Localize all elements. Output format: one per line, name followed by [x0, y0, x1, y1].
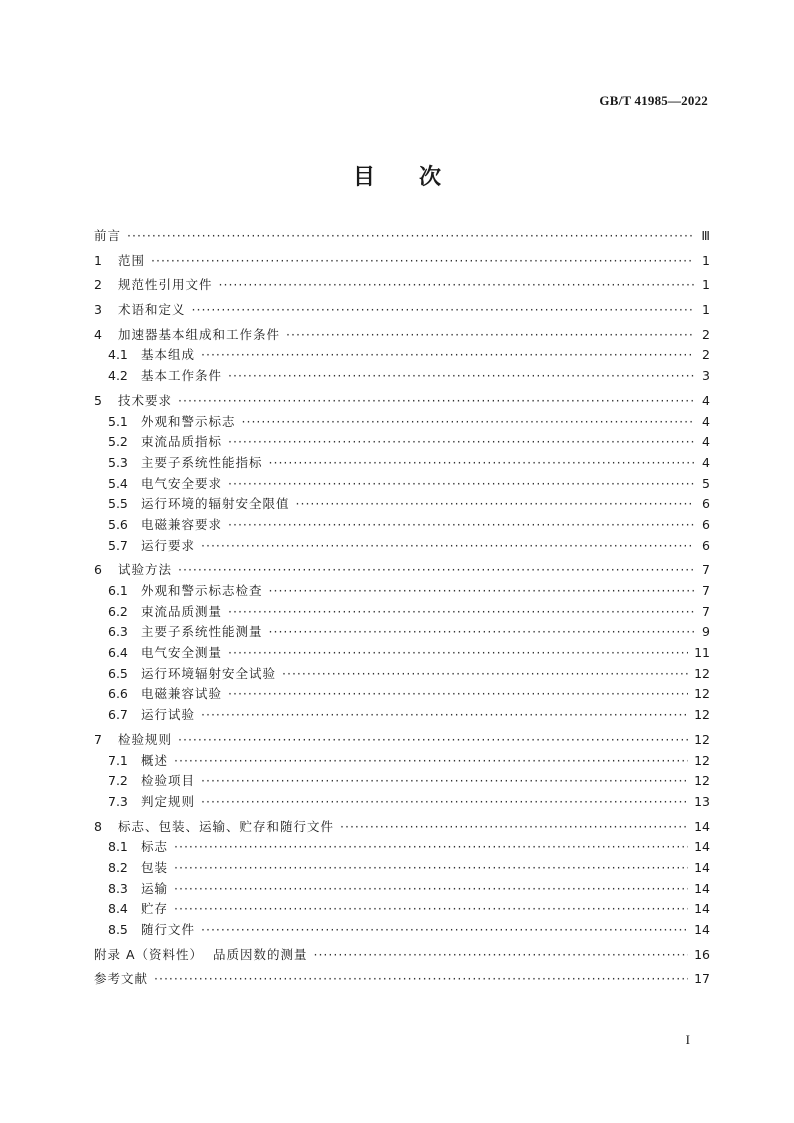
toc-entry-number: 8.4 — [108, 901, 128, 917]
toc-entry-page: 7 — [702, 583, 710, 598]
toc-entry-page: 6 — [702, 496, 710, 512]
toc-entry-page: 4 — [702, 454, 710, 470]
toc-leader-dots — [201, 536, 694, 557]
toc-entry-label: 概述 — [141, 752, 169, 768]
toc-leader-dots — [174, 899, 688, 920]
toc-entry-number: 6.3 — [108, 624, 128, 640]
toc-subentry[interactable] — [94, 432, 710, 453]
toc-leader-dots — [286, 325, 694, 346]
toc-leader-dots — [269, 581, 694, 602]
toc-entry-label: 包装 — [141, 859, 169, 875]
toc-entry-page: 3 — [702, 368, 710, 384]
toc-leader-dots — [313, 945, 688, 966]
toc-leader-dots — [174, 751, 688, 772]
toc-entry-page: 14 — [694, 901, 710, 917]
toc-entry[interactable] — [94, 226, 710, 247]
toc-entry-page: 12 — [694, 665, 710, 681]
toc-subentry[interactable] — [94, 453, 710, 474]
toc-leader-dots — [151, 251, 694, 272]
toc-subentry[interactable] — [94, 581, 710, 602]
toc-entry-number: 6 — [94, 562, 102, 578]
toc-entry-number: 5.1 — [108, 413, 128, 429]
toc-leader-dots — [192, 300, 694, 321]
toc-leader-dots — [296, 494, 694, 515]
toc-entry-label: 束流品质指标 — [141, 434, 223, 450]
toc-subentry[interactable] — [94, 858, 710, 879]
toc-leader-dots — [269, 622, 694, 643]
toc-leader-dots — [228, 602, 694, 623]
toc-entry-page: 14 — [694, 922, 710, 937]
title-char-2: 次 — [419, 165, 442, 190]
toc-entry-page: 14 — [694, 818, 710, 834]
toc-leader-dots — [228, 684, 688, 705]
toc-subentry[interactable] — [94, 792, 710, 813]
toc-entry[interactable] — [94, 300, 710, 321]
toc-entry[interactable] — [94, 560, 710, 581]
toc-subentry[interactable] — [94, 920, 710, 941]
toc-subentry[interactable] — [94, 602, 710, 623]
toc-entry[interactable] — [94, 391, 710, 412]
toc-entry-label: 基本工作条件 — [141, 368, 223, 384]
toc-entry-label: 判定规则 — [141, 793, 196, 809]
toc-subentry[interactable] — [94, 474, 710, 495]
toc-entry-number: 3 — [94, 302, 102, 318]
toc-leader-dots — [228, 432, 694, 453]
toc-entry-page: 5 — [702, 475, 710, 491]
toc-entry-page: Ⅲ — [701, 228, 710, 243]
toc-entry-number: 5.6 — [108, 516, 128, 532]
toc-entry-label: 运行环境辐射安全试验 — [141, 665, 277, 681]
toc-entry-number: 8.5 — [108, 922, 128, 937]
toc-entry-label: 附录 A（资料性） 品质因数的测量 — [94, 946, 308, 962]
toc-entry-label: 标志 — [141, 839, 169, 855]
toc-entry-label: 试验方法 — [118, 562, 173, 578]
toc-entry-number: 7.1 — [108, 752, 128, 768]
table-of-contents — [94, 226, 710, 990]
toc-entry-label: 加速器基本组成和工作条件 — [118, 326, 281, 342]
toc-leader-dots — [228, 515, 694, 536]
toc-entry-page: 6 — [702, 516, 710, 532]
toc-subentry[interactable] — [94, 899, 710, 920]
toc-entry-label: 外观和警示标志检查 — [141, 583, 263, 598]
toc-subentry[interactable] — [94, 705, 710, 726]
toc-subentry[interactable] — [94, 837, 710, 858]
toc-subentry[interactable] — [94, 751, 710, 772]
toc-leader-dots — [242, 412, 694, 433]
toc-subentry[interactable] — [94, 643, 710, 664]
toc-entry-number: 7 — [94, 731, 102, 747]
toc-entry-label: 电气安全测量 — [141, 645, 223, 661]
toc-entry-label: 参考文献 — [94, 971, 149, 987]
toc-entry-number: 8.3 — [108, 880, 128, 896]
toc-entry-label: 外观和警示标志 — [141, 413, 236, 429]
toc-entry-annex-a[interactable] — [94, 945, 710, 966]
toc-leader-dots — [178, 560, 694, 581]
toc-subentry[interactable] — [94, 366, 710, 387]
toc-entry-label: 电磁兼容要求 — [141, 516, 223, 532]
toc-leader-dots — [178, 391, 694, 412]
toc-entry-label: 前言 — [94, 228, 122, 243]
toc-entry-number: 6.6 — [108, 686, 128, 702]
toc-entry-page: 1 — [702, 277, 710, 293]
toc-leader-dots — [201, 771, 688, 792]
toc-leader-dots — [174, 858, 688, 879]
toc-leader-dots — [269, 453, 694, 474]
toc-subentry[interactable] — [94, 771, 710, 792]
toc-entry-number: 5.2 — [108, 434, 128, 450]
toc-entry-page: 13 — [694, 793, 710, 809]
toc-entry-label: 规范性引用文件 — [118, 277, 213, 293]
toc-entry-label: 电气安全要求 — [141, 475, 223, 491]
toc-entry-number: 4 — [94, 326, 102, 342]
title-char-1: 目 — [352, 165, 375, 190]
toc-entry-page: 17 — [694, 971, 710, 987]
toc-entry-number: 6.5 — [108, 665, 128, 681]
toc-entry-label: 主要子系统性能指标 — [141, 454, 263, 470]
toc-entry-label: 运行试验 — [141, 707, 196, 723]
toc-entry[interactable] — [94, 325, 710, 346]
toc-entry-label: 术语和定义 — [118, 302, 186, 318]
toc-subentry[interactable] — [94, 494, 710, 515]
toc-entry-label: 运行环境的辐射安全限值 — [141, 496, 290, 512]
toc-subentry[interactable] — [94, 515, 710, 536]
toc-entry-number: 4.1 — [108, 347, 128, 363]
toc-leader-dots — [201, 920, 688, 941]
toc-subentry[interactable] — [94, 879, 710, 900]
toc-entry-page: 14 — [694, 839, 710, 855]
toc-entry-number: 8.2 — [108, 859, 128, 875]
toc-leader-dots — [228, 474, 694, 495]
toc-entry-page: 11 — [694, 645, 710, 661]
toc-entry-label: 束流品质测量 — [141, 603, 223, 619]
toc-entry-page: 2 — [702, 326, 710, 342]
toc-subentry[interactable] — [94, 412, 710, 433]
toc-leader-dots — [201, 345, 694, 366]
toc-entry-page: 12 — [694, 752, 710, 768]
toc-leader-dots — [228, 366, 694, 387]
toc-entry-number: 6.7 — [108, 707, 128, 723]
toc-entry[interactable] — [94, 817, 710, 838]
toc-entry-page: 2 — [702, 347, 710, 363]
toc-entry-page: 12 — [694, 773, 710, 789]
toc-entry-page: 12 — [694, 686, 710, 702]
toc-subentry[interactable] — [94, 622, 710, 643]
toc-entry-label: 运行要求 — [141, 537, 196, 553]
toc-leader-dots — [178, 730, 688, 751]
toc-entry[interactable] — [94, 251, 710, 272]
toc-entry-page: 4 — [702, 392, 710, 408]
toc-leader-dots — [282, 664, 688, 685]
toc-entry-page: 6 — [702, 537, 710, 553]
toc-entry-label: 范围 — [118, 252, 146, 268]
toc-entry-number: 6.1 — [108, 583, 128, 598]
toc-subentry[interactable] — [94, 536, 710, 557]
toc-leader-dots — [174, 837, 688, 858]
toc-leader-dots — [340, 817, 688, 838]
toc-entry-page: 7 — [702, 603, 710, 619]
toc-leader-dots — [201, 792, 688, 813]
toc-entry-page: 9 — [702, 624, 710, 640]
toc-subentry[interactable] — [94, 684, 710, 705]
toc-entry-number: 7.2 — [108, 773, 128, 789]
toc-entry-number: 5.7 — [108, 537, 128, 553]
toc-entry-number: 7.3 — [108, 793, 128, 809]
toc-entry-page: 4 — [702, 434, 710, 450]
toc-entry[interactable] — [94, 730, 710, 751]
toc-entry-number: 5.3 — [108, 454, 128, 470]
standard-number: GB/T 41985—2022 — [599, 93, 708, 108]
toc-entry-label: 贮存 — [141, 901, 169, 917]
toc-entry-page: 12 — [694, 707, 710, 723]
toc-entry-number: 6.2 — [108, 603, 128, 619]
toc-leader-dots — [154, 969, 688, 990]
toc-entry-label: 检验项目 — [141, 773, 196, 789]
toc-entry-number: 6.4 — [108, 645, 128, 661]
toc-entry-page: 1 — [702, 252, 710, 268]
toc-entry-label: 随行文件 — [141, 922, 196, 937]
toc-entry-page: 16 — [694, 946, 710, 962]
toc-entry-number: 5.5 — [108, 496, 128, 512]
toc-entry-number: 5 — [94, 392, 102, 408]
toc-entry-label: 运输 — [141, 880, 169, 896]
toc-entry-number: 8 — [94, 818, 102, 834]
toc-leader-dots — [201, 705, 688, 726]
toc-entry-number: 5.4 — [108, 475, 128, 491]
toc-entry-page: 1 — [702, 302, 710, 318]
toc-entry-page: 14 — [694, 859, 710, 875]
toc-subentry[interactable] — [94, 664, 710, 685]
toc-entry-label: 主要子系统性能测量 — [141, 624, 263, 640]
toc-entry-number: 1 — [94, 252, 102, 268]
toc-entry-label: 技术要求 — [118, 392, 173, 408]
toc-entry-label: 电磁兼容试验 — [141, 686, 223, 702]
toc-entry-page: 12 — [694, 731, 710, 747]
toc-entry-number: 4.2 — [108, 368, 128, 384]
toc-leader-dots — [228, 643, 688, 664]
toc-entry-page: 14 — [694, 880, 710, 896]
toc-entry-page: 4 — [702, 413, 710, 429]
toc-entry-label: 标志、包装、运输、贮存和随行文件 — [118, 818, 335, 834]
toc-entry-number: 8.1 — [108, 839, 128, 855]
toc-leader-dots — [174, 879, 688, 900]
toc-entry-page: 7 — [702, 562, 710, 578]
page-folio: I — [685, 1032, 690, 1047]
toc-entry-label: 检验规则 — [118, 731, 173, 747]
toc-entry[interactable] — [94, 275, 710, 296]
toc-entry-number: 2 — [94, 277, 102, 293]
toc-leader-dots — [127, 226, 694, 247]
toc-entry-bibliography[interactable] — [94, 969, 710, 990]
toc-leader-dots — [219, 275, 694, 296]
page-title — [0, 160, 794, 191]
toc-subentry[interactable] — [94, 345, 710, 366]
toc-entry-label: 基本组成 — [141, 347, 196, 363]
